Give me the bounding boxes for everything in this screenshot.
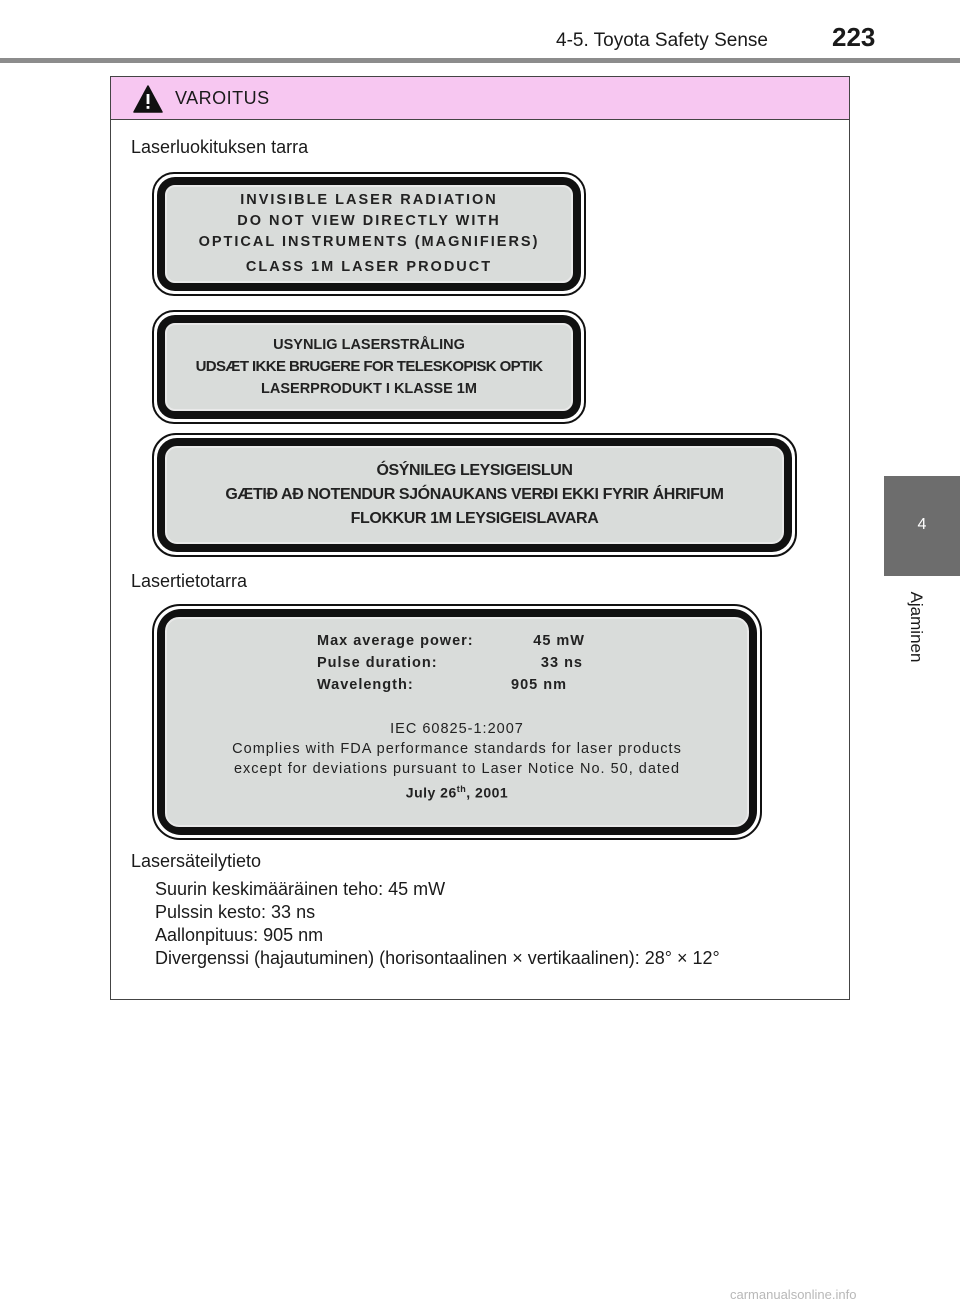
page-number: 223 xyxy=(832,22,876,52)
label-danish xyxy=(152,310,586,424)
spec-key: Pulse duration: xyxy=(317,655,438,671)
label-line: USYNLIG LASERSTRÅLING xyxy=(273,337,465,353)
warning-title: VAROITUS xyxy=(175,88,270,108)
chapter-label-text: Ajaminen xyxy=(907,591,926,663)
info-heading: Lasertietotarra xyxy=(131,571,248,591)
watermark-text: carmanualsonline.info xyxy=(730,1287,857,1302)
chapter-label xyxy=(896,582,936,672)
compliance-line: Complies with FDA performance standards for laser products xyxy=(232,741,682,757)
radiation-line: Aallonpituus: 905 nm xyxy=(155,925,324,945)
label-line: INVISIBLE LASER RADIATION xyxy=(240,192,498,208)
radiation-line: Suurin keskimääräinen teho: 45 mW xyxy=(155,879,446,899)
radiation-line: Pulssin kesto: 33 ns xyxy=(155,902,316,922)
label-icelandic xyxy=(152,433,797,557)
warning-header xyxy=(111,77,849,120)
label-info xyxy=(152,604,762,840)
spec-row xyxy=(317,633,597,655)
header-divider xyxy=(0,58,960,63)
label-line: ÓSÝNILEG LEYSIGEISLUN xyxy=(376,462,573,479)
label-english xyxy=(152,172,586,296)
spec-value: 45 mW xyxy=(533,633,585,649)
spec-table xyxy=(317,633,597,699)
spec-key: Max average power: xyxy=(317,633,474,649)
chapter-tab xyxy=(884,476,960,576)
label-line: UDSÆT IKKE BRUGERE FOR TELESKOPISK OPTIK xyxy=(195,358,543,375)
spec-row xyxy=(317,677,597,699)
standard-text: IEC 60825-1:2007 xyxy=(390,721,524,737)
label-line: CLASS 1M LASER PRODUCT xyxy=(245,259,493,275)
compliance-line: except for deviations pursuant to Laser Notice No. 50, dated xyxy=(233,761,681,777)
classification-heading: Laserluokituksen tarra xyxy=(131,137,309,157)
spec-row xyxy=(317,655,597,677)
label-line: GÆTIÐ AÐ NOTENDUR SJÓNAUKANS VERÐI EKKI FYRIR ÁHRIFUM xyxy=(225,486,724,503)
section-title: 4-5. Toyota Safety Sense xyxy=(556,30,768,51)
label-line: FLOKKUR 1M LEYSIGEISLAVARA xyxy=(350,510,599,527)
label-line: DO NOT VIEW DIRECTLY WITH xyxy=(237,213,501,229)
spec-value: 905 nm xyxy=(511,677,567,693)
label-line: OPTICAL INSTRUMENTS (MAGNIFIERS) xyxy=(198,234,540,250)
compliance-date: July 26th, 2001 xyxy=(405,784,509,801)
warning-triangle-icon xyxy=(133,85,163,113)
label-line: LASERPRODUKT I KLASSE 1M xyxy=(261,381,477,397)
radiation-heading: Lasersäteilytieto xyxy=(131,851,262,871)
spec-key: Wavelength: xyxy=(317,677,414,693)
radiation-spec-list xyxy=(155,878,720,970)
radiation-line: Divergenssi (hajautuminen) (horisontaalinen × vertikaalinen): 28° × 12° xyxy=(155,948,720,968)
chapter-number: 4 xyxy=(917,516,927,533)
spec-value: 33 ns xyxy=(540,655,583,671)
